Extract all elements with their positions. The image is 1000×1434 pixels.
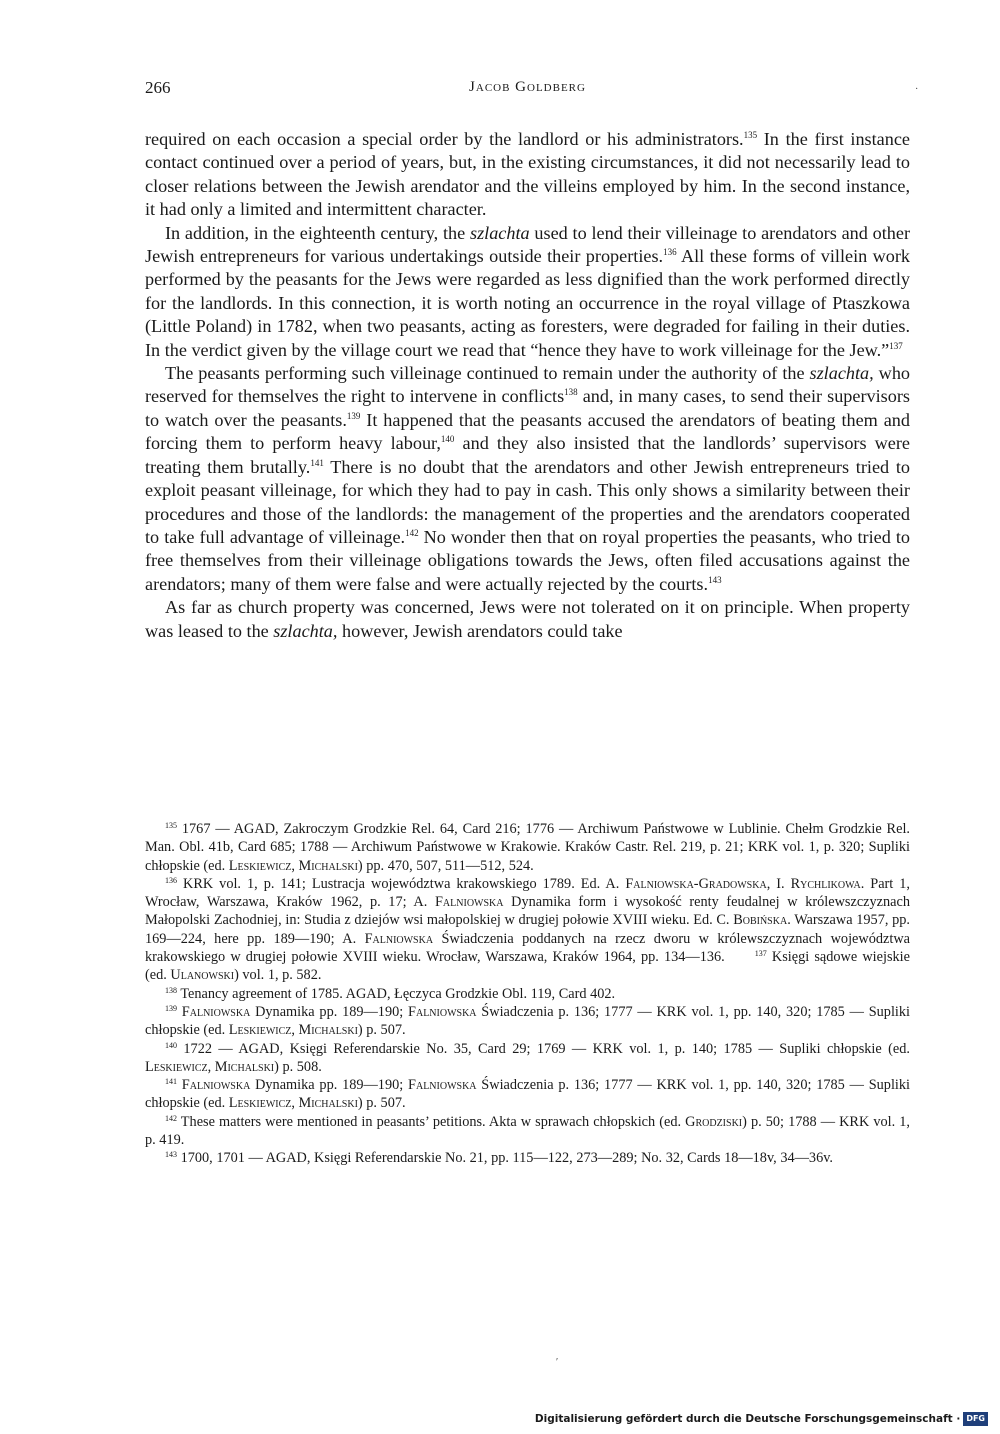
footnote-138: $^{138}$ Tenancy agreement of 1785. AGAD, Łęczyca Grodzkie Obl. 119, Card 402. [165, 985, 616, 1002]
footnote-142: $^{142}$ These matters were mentioned in peasants’ petitions. Akta w sprawach chłopskich (ed. Grodziski) p. 50; 1788 — KRK vol. 1, p. 419. [145, 1113, 910, 1149]
main-text [145, 128, 910, 643]
page-header [145, 78, 910, 102]
footnote-135: $^{135}$ 1767 — AGAD, Zakroczym Grodzkie Rel. 64, Card 216; 1776 — Archiwum Państwowe w Lublinie. Chełm Grodzkie Rel. Man. Obl. 41b, Card 685; 1788 — Archiwum Państwowe w Krakowie. Kraków Castr. Rel. 219, p. 21; KRK vol. 1, p. 320; Supliki chłopskie (ed. Leskiewicz, Michalski) pp. 470, 507, 511—512, 524. [145, 821, 910, 874]
footnote-ref-142: 142 [405, 527, 419, 538]
footnote-ref-139: 139 [346, 410, 361, 421]
footnote-136: $^{136}$ KRK vol. 1, p. 141; Lustracja województwa krakowskiego 1789. Ed. A. Falniowska-Gradowska, I. Rychlikowa. Part 1, Wrocław, Warszawa, Kraków 1962, p. 17; A. Falniowska Dynamika form i wysokość renty feudalnej w królewszczyznach Małopolski Zachodniej, in: Studia z dziejów wsi małopolskiej w drugiej połowie XVIII wieku. Ed. C. Bobińska. Warszawa 1957, pp. 169—224, here pp. 189—190; A. Falniowska Świadczenia poddanych na rzecz dworu w królewszczyznach województwa krakowskiego w drugiej połowie XVIII wieku. Wrocław, Warszawa, Kraków 1964, pp. 134—136. $^{137}$ Księgi sądowe wiejskie (ed. Ulanowski) vol. 1, p. 582. [145, 875, 911, 984]
scan-speck: ʹ [556, 1357, 559, 1368]
footnote-140: $^{140}$ 1722 — AGAD, Księgi Referendarskie No. 35, Card 29; 1769 — KRK vol. 1, p. 140; 1785 — Supliki chłopskie (ed. Leskiewicz, Michalski) p. 508. [145, 1040, 910, 1075]
footnote-ref-143: 143 [708, 574, 722, 585]
footnote-ref-140: 140 [440, 434, 455, 445]
footnote-ref-141: 141 [310, 457, 324, 468]
footnote-137: 137 [754, 949, 767, 959]
footnote-ref-138: 138 [564, 387, 578, 398]
footnote-ref-135: 135 [743, 130, 758, 140]
paragraph-1: required on each occasion a special order by the landlord or his administrators.$^{135}$ In the first instance contact continued over a period of years, but, in the existing circumstances, it did not necessarily lead to closer relations between the Jewish arendator and the villeins employed by him. In the second instance, it had only a limited and intermittent character. [145, 129, 910, 220]
page-number: 266 [145, 78, 171, 97]
footnote-141: $^{141}$ Falniowska Dynamika pp. 189—190; Falniowska Świadczenia p. 136; 1777 — KRK vol. 1, pp. 140, 320; 1785 — Supliki chłopskie (ed. Leskiewicz, Michalski) p. 507. [145, 1077, 911, 1112]
dfg-footer [535, 1411, 988, 1427]
scan-speck: · [915, 84, 919, 95]
footnote-ref-136: 136 [663, 247, 677, 258]
dfg-logo: DFG [963, 1412, 988, 1426]
paragraph-3: The peasants performing such villeinage continued to remain under the authority of the szlachta, who reserved for themselves the right to intervene in conflicts$^{138}$ and, in many cases, to send their supervisors to watch over the peasants.$^{139}$ It happened that the peasants accused the arendators of beating them and forcing them to perform heavy labour,$^{140}$ and they also insisted that the landlords’ supervisors were treating them brutally.$^{141}$ There is no doubt that the arendators and other Jewish entrepreneurs tried to exploit peasant villeinage, for which they had to pay in cash. This only shows a similarity between their procedures and those of the landlords: the management of the properties and the arendators cooperated to take full advantage of villeinage.$^{142}$ No wonder then that on royal properties the peasants, who tried to free themselves from their villeinage obligations towards the Jews, often filed accusations against the arendators; many of them were false and were actually rejected by the courts.$^{143}$ [145, 363, 911, 594]
paragraph-4: As far as church property was concerned, Jews were not tolerated on it on principle. When property was leased to the szlachta, however, Jewish arendators could take [145, 597, 910, 641]
footer-text: Digitalisierung gefördert durch die Deutsche Forschungsgemeinschaft · [534, 1413, 961, 1425]
footnote-139: $^{139}$ Falniowska Dynamika pp. 189—190; Falniowska Świadczenia p. 136; 1777 — KRK vol. 1, pp. 140, 320; 1785 — Supliki chłopskie (ed. Leskiewicz, Michalski) p. 507. [145, 1003, 911, 1039]
running-head: Jacob Goldberg [469, 79, 586, 95]
footnotes [145, 820, 910, 1168]
footnote-ref-137: 137 [889, 340, 903, 351]
footnote-143: $^{143}$ 1700, 1701 — AGAD, Księgi Referendarskie No. 21, pp. 115—122, 273—289; No. 32, Cards 18—18v, 34—36v. [165, 1150, 834, 1167]
paragraph-2: In addition, in the eighteenth century, the szlachta used to lend their villeinage to arendators and other Jewish entrepreneurs for various undertakings outside their properties.$^{136}$ All these forms of villein work performed by the peasants for the Jews were regarded as less dignified than the work performed directly for the landlords. In this connection, it is worth noting an occurrence in the royal village of Ptaszkowa (Little Poland) in 1782, when two peasants, acting as foresters, were degraded for failing in their duties. In the verdict given by the village court we read that “hence they have to work villeinage for the Jew.”$^{137}$ [145, 222, 910, 360]
